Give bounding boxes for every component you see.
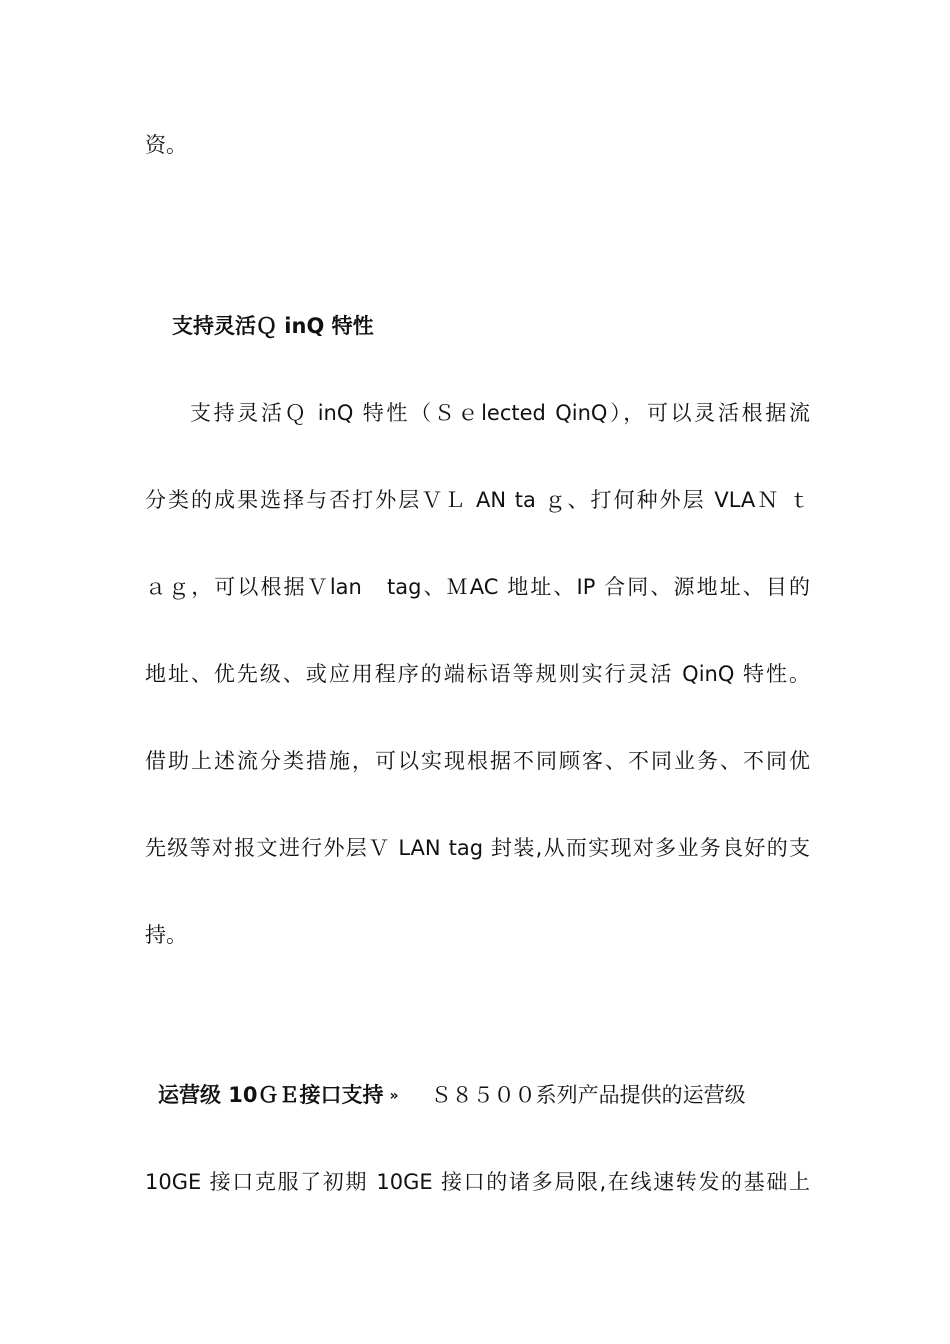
qinq-paragraph-line-3: ａｇ，可以根据Ｖlan tag、ＭAC 地址、IP 合同、源地址、目的 [145, 575, 810, 599]
carrier-10ge-line [158, 1080, 810, 1111]
qinq-paragraph-line-5: 借助上述流分类措施，可以实现根据不同顾客、不同业务、不同优 [145, 749, 810, 773]
qinq-paragraph-line-7: 持。 [145, 923, 187, 947]
carrier-10ge-text: Ｓ８５００系列产品提供的运营级 [430, 1083, 746, 1107]
section-mark-icon: » [389, 1088, 399, 1104]
qinq-paragraph-line-1: 支持灵活Ｑ inQ 特性（Ｓｅlected QinQ），可以灵活根据流 [190, 401, 810, 425]
carrier-10ge-paragraph-line-2: 10GE 接口克服了初期 10GE 接口的诸多局限,在线速转发的基础上 [145, 1170, 810, 1194]
qinq-paragraph-line-6: 先级等对报文进行外层Ｖ LAN tag 封装,从而实现对多业务良好的支 [145, 836, 810, 860]
qinq-paragraph-line-2: 分类的成果选择与否打外层ＶＬ AN ta ｇ、打何种外层 VLAＮ ｔ [145, 488, 810, 512]
section-heading-qinq: 支持灵活Ｑ inQ 特性 [172, 314, 374, 338]
qinq-paragraph-line-4: 地址、优先级、或应用程序的端标语等规则实行灵活 QinQ 特性。 [145, 662, 810, 686]
paragraph-tail-line: 资。 [145, 133, 187, 157]
section-heading-10ge: 运营级 10ＧＥ接口支持 [158, 1083, 384, 1107]
